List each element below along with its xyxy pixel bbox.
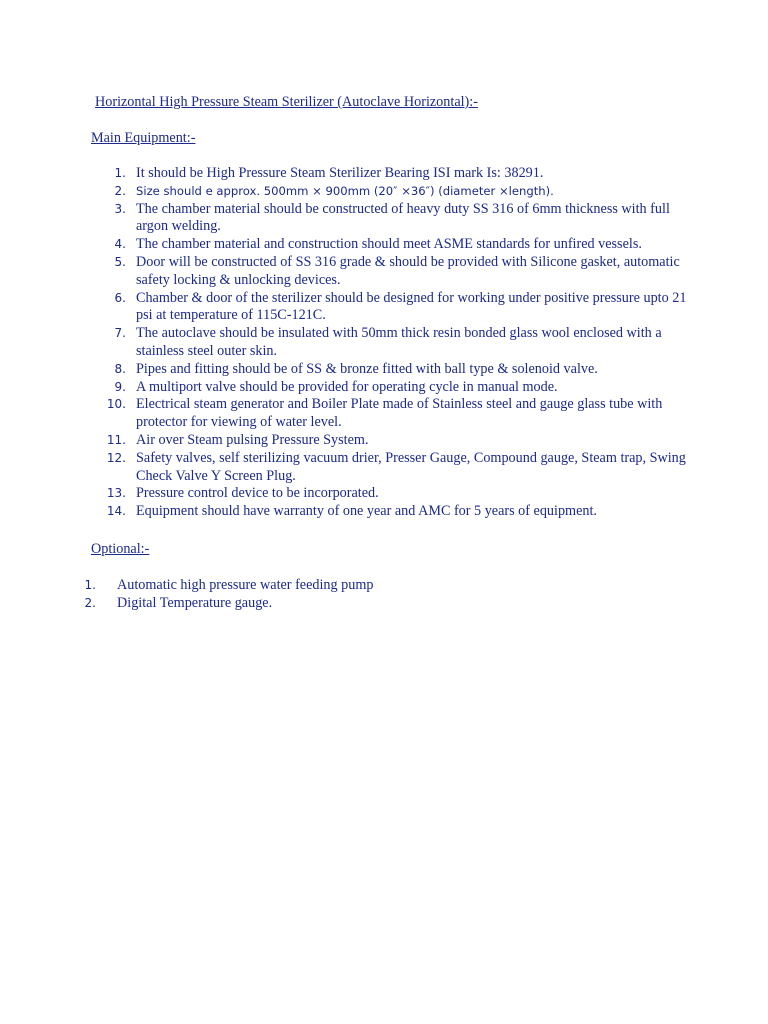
list-item xyxy=(0,595,700,613)
main-equipment-heading: Main Equipment:- xyxy=(91,130,196,146)
list-item-number: 7. xyxy=(114,326,126,341)
list-item-number: 9. xyxy=(114,379,126,394)
list-item xyxy=(0,183,700,201)
list-item-text: Pipes and fitting should be of SS & bronze fitted with ball type & solenoid valve. xyxy=(136,360,598,377)
list-item xyxy=(0,432,700,450)
list-item xyxy=(0,254,700,290)
list-item-text: The chamber material should be constructed of heavy duty SS 316 of 6mm thickness with full argon welding. xyxy=(136,200,670,235)
list-item-number: 13. xyxy=(106,486,126,501)
list-item-number: 5. xyxy=(114,254,126,269)
list-item xyxy=(0,236,700,254)
list-item xyxy=(0,165,700,183)
list-item-number: 2. xyxy=(114,183,126,198)
list-item-number: 2. xyxy=(84,595,96,610)
list-item-number: 12. xyxy=(106,450,126,465)
main-equipment-list xyxy=(0,165,700,521)
list-item xyxy=(0,485,700,503)
list-item-text: Digital Temperature gauge. xyxy=(117,594,273,611)
list-item xyxy=(0,361,700,379)
list-item-text: Door will be constructed of SS 316 grade & should be provided with Silicone gasket, automatic safety locking & unlocking devices. xyxy=(136,253,680,288)
list-item-number: 11. xyxy=(106,432,126,447)
list-item-text: Pressure control device to be incorporated. xyxy=(136,485,379,502)
list-item xyxy=(0,290,700,326)
list-item-text: It should be High Pressure Steam Sterilizer Bearing ISI mark Is: 38291. xyxy=(136,165,544,181)
list-item-text: Electrical steam generator and Boiler Plate made of Stainless steel and gauge glass tube with protector for viewing of water level. xyxy=(136,396,663,431)
list-item-text: Air over Steam pulsing Pressure System. xyxy=(136,431,369,448)
list-item-text: The autoclave should be insulated with 50mm thick resin bonded glass wool enclosed with a stainless steel outer skin. xyxy=(136,325,662,359)
list-item-text: Chamber & door of the sterilizer should be designed for working under positive pressure upto 21 psi at temperature of 115C-121C. xyxy=(136,289,687,324)
list-item xyxy=(0,577,700,595)
list-item xyxy=(0,503,700,521)
list-item xyxy=(0,396,700,432)
list-item-number: 14. xyxy=(106,504,126,519)
list-item-text: Automatic high pressure water feeding pump xyxy=(117,577,374,593)
list-item-number: 8. xyxy=(114,361,126,376)
list-item xyxy=(0,450,700,486)
list-item-text: Safety valves, self sterilizing vacuum drier, Presser Gauge, Compound gauge, Steam trap, Swing Check Valve Y Screen Plug. xyxy=(136,449,686,484)
list-item-text: The chamber material and construction should meet ASME standards for unfired vessels. xyxy=(136,236,642,253)
document-title: Horizontal High Pressure Steam Sterilizer (Autoclave Horizontal):- xyxy=(95,94,478,110)
optional-list xyxy=(0,577,700,613)
list-item xyxy=(0,325,700,361)
list-item-number: 10. xyxy=(106,397,126,412)
list-item-number: 1. xyxy=(114,166,126,180)
list-item-text: Size should e approx. 500mm × 900mm (20″ ×36″) (diameter ×length). xyxy=(136,183,554,198)
list-item xyxy=(0,201,700,237)
list-item-text: Equipment should have warranty of one year and AMC for 5 years of equipment. xyxy=(136,503,597,520)
list-item-text: A multiport valve should be provided for operating cycle in manual mode. xyxy=(136,378,558,395)
list-item-number: 6. xyxy=(114,290,126,305)
list-item-number: 3. xyxy=(114,201,126,216)
list-item-number: 4. xyxy=(114,237,126,252)
list-item-number: 1. xyxy=(84,578,96,592)
list-item xyxy=(0,379,700,397)
optional-heading: Optional:- xyxy=(91,541,150,557)
